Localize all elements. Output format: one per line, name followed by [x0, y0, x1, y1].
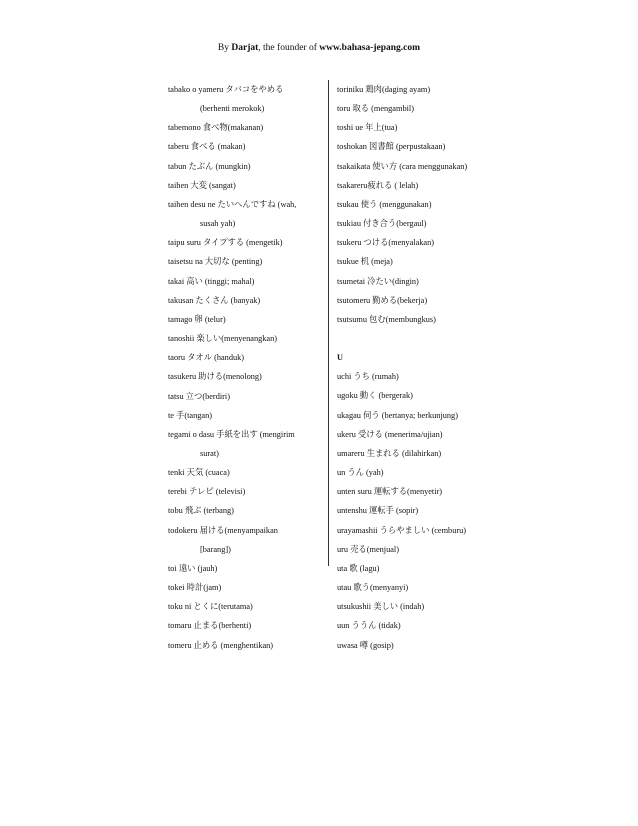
header-site-link[interactable]: www.bahasa-jepang.com: [319, 43, 421, 53]
vocab-entry: urayamashii うらやましい (cemburu): [337, 525, 467, 535]
vocab-entry: tsukeru つける(menyalakan): [337, 238, 434, 248]
vocab-entry: un うん (yah): [337, 468, 384, 478]
vocab-entry: unten suru 運転する(menyetir): [337, 487, 443, 497]
vocab-entry: toi 遠い (jauh): [168, 563, 218, 573]
vocab-entry: toru 取る (mengambil): [337, 104, 414, 114]
vocab-entry: uta 歌 (lagu): [337, 563, 380, 573]
section-letter-heading: U: [337, 353, 343, 363]
vocab-column-right: [337, 80, 517, 655]
vocab-entry: todokeru 届ける(menyampaikan: [168, 525, 278, 535]
vocab-entry: taisetsu na 大切な (penting): [168, 257, 263, 267]
vocab-entry: tsukiau 付き合う(bergaul): [337, 219, 427, 229]
vocab-entry-continuation: surat): [200, 448, 219, 458]
vocab-entry: tomeru 止める (menghentikan): [168, 640, 274, 650]
vocab-entry: tobu 飛ぶ (terbang): [168, 506, 234, 516]
vocab-entry: tatsu 立つ(berdiri): [168, 391, 230, 401]
vocab-entry: terebi テレビ (televisi): [168, 487, 246, 497]
vocab-entry: utsukushii 美しい (indah): [337, 602, 425, 612]
vocab-entry: toshi ue 年上(tua): [337, 123, 398, 133]
vocab-entry: te 手(tangan): [168, 410, 213, 420]
vocab-entry: takai 高い (tinggi; mahal): [168, 276, 255, 286]
vocab-entry: tabun たぶん (mungkin): [168, 161, 251, 171]
header-author: Darjat: [231, 43, 259, 53]
vocab-entry: takusan たくさん (banyak): [168, 295, 261, 305]
vocab-entry: tokei 時計(jam): [168, 583, 222, 593]
page-header: [0, 43, 638, 53]
vocab-entry: tsakareru疲れる ( lelah): [337, 180, 419, 190]
header-middle: , the founder of: [258, 43, 320, 53]
vocab-entry: tabako o yameru タバコをやめる: [168, 85, 284, 94]
vocab-entry: tsukue 机 (meja): [337, 257, 393, 267]
vocab-entry: untenshu 運転手 (sopir): [337, 506, 419, 516]
vocab-entry: toku ni とくに(terutama): [168, 602, 253, 612]
vocab-entry: toshokan 図書館 (perpustakaan): [337, 142, 446, 152]
vocab-entry: tsutomeru 勤める(bekerja): [337, 295, 428, 305]
vocab-entry: tegami o dasu 手紙を出す (mengirim: [168, 429, 295, 439]
vocab-entry: tsutsumu 包む(membungkus): [337, 314, 436, 324]
vocab-entry: tabemono 食べ物(makanan): [168, 123, 264, 133]
vocab-entry: ukagau 伺う (bertanya; berkunjung): [337, 410, 458, 420]
vocab-entry: uun ううん (tidak): [337, 621, 401, 631]
vocab-entry: tenki 天気 (cuaca): [168, 468, 230, 478]
header-prefix: By: [217, 43, 232, 53]
vocab-entry: ukeru 受ける (menerima/ujian): [337, 429, 443, 439]
vocab-entry: utau 歌う(menyanyi): [337, 583, 409, 593]
vocab-entry: taihen desu ne たいへんですね (wah,: [168, 199, 297, 209]
vocab-entry: tanoshii 楽しい(menyenangkan): [168, 334, 277, 344]
vocab-entry: uchi うち (rumah): [337, 372, 399, 382]
vocab-entry: taberu 食べる (makan): [168, 142, 246, 152]
vocab-entry: tsumetai 冷たい(dingin): [337, 276, 419, 286]
vocab-entry: tasukeru 助ける(menolong): [168, 372, 262, 382]
vocab-entry-continuation: [barang]): [200, 544, 231, 554]
vocab-entry-continuation: (berhenti merokok): [200, 104, 265, 114]
vocab-entry: ugoku 動く (bergerak): [337, 391, 413, 401]
vocab-entry: umareru 生まれる (dilahirkan): [337, 448, 442, 458]
vocab-entry: taipu suru タイプする (mengetik): [168, 238, 283, 248]
vocab-entry: tsakaikata 使い方 (cara menggunakan): [337, 161, 468, 171]
vocab-entry: tamago 卵 (telur): [168, 314, 226, 324]
column-divider: [328, 80, 329, 566]
vocab-entry: toriniku 鶏肉(daging ayam): [337, 85, 431, 94]
vocab-column-left: [168, 80, 328, 655]
vocab-entry: taihen 大変 (sangat): [168, 180, 236, 190]
vocab-entry: taoru タオル (handuk): [168, 353, 245, 363]
vocab-entry: tomaru 止まる(berhenti): [168, 621, 252, 631]
vocab-entry: uru 売る(menjual): [337, 544, 399, 554]
vocab-entry: uwasa 噂 (gosip): [337, 640, 394, 650]
vocab-entry-continuation: susah yah): [200, 219, 236, 229]
vocab-entry: tsukau 使う (menggunakan): [337, 199, 432, 209]
section-spacer: [337, 329, 517, 348]
